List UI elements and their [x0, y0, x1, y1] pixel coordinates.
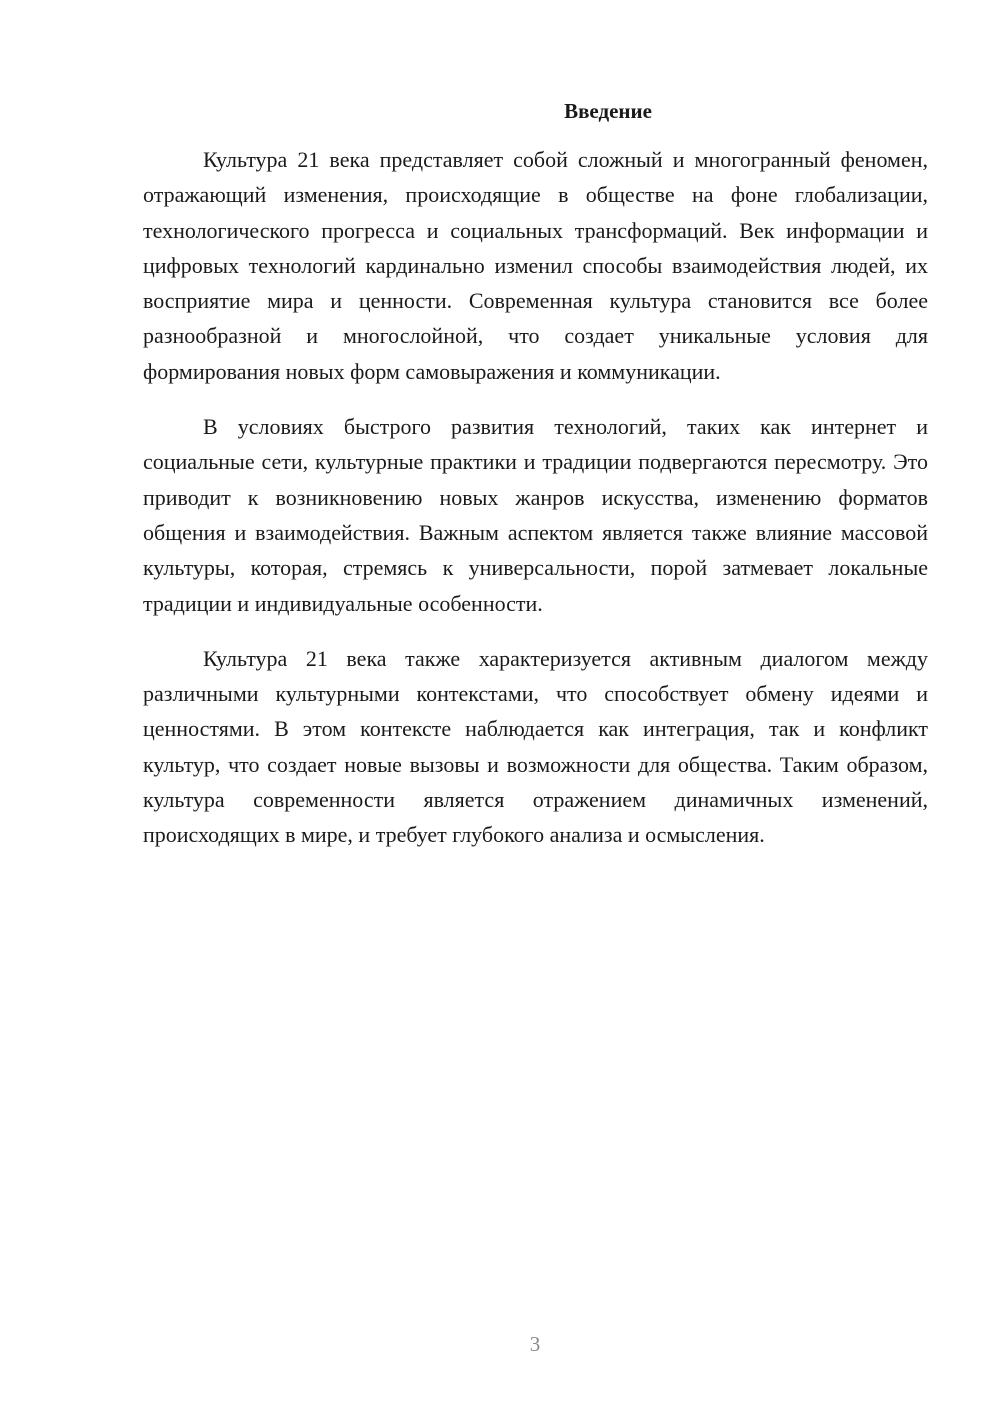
section-heading-text: Введение [564, 99, 652, 123]
paragraph-2: В условиях быстрого развития технологий, таких как интернет и социальные сети, культурные практики и традиции подвергаются пересмотру. Это приводит к возникновению новых жанров искусства, изменению форматов общения и взаимодействия. Важным аспектом является также влияние массовой культуры, которая, стремясь к универсальности, порой затмевает локальные традиции и индивидуальные особенности. [143, 414, 928, 616]
document-body [143, 142, 928, 853]
page-number: 3 [529, 1332, 541, 1356]
paragraph-1: Культура 21 века представляет собой сложный и многогранный феномен, отражающий изменения, происходящие в обществе на фоне глобализации, технологического прогресса и социальных трансформаций. Век информации и цифровых технологий кардинально изменил способы взаимодействия людей, их восприятие мира и ценности. Современная культура становится все более разнообразной и многослойной, что создает уникальные условия для формирования новых форм самовыражения и коммуникации. [143, 147, 928, 384]
paragraph-3: Культура 21 века также характеризуется активным диалогом между различными культурными контекстами, что способствует обмену идеями и ценностями. В этом контексте наблюдается как интеграция, так и конфликт культур, что создает новые вызовы и возможности для общества. Таким образом, культура современности является отражением динамичных изменений, происходящих в мире, и требует глубокого анализа и осмысления. [143, 645, 928, 848]
